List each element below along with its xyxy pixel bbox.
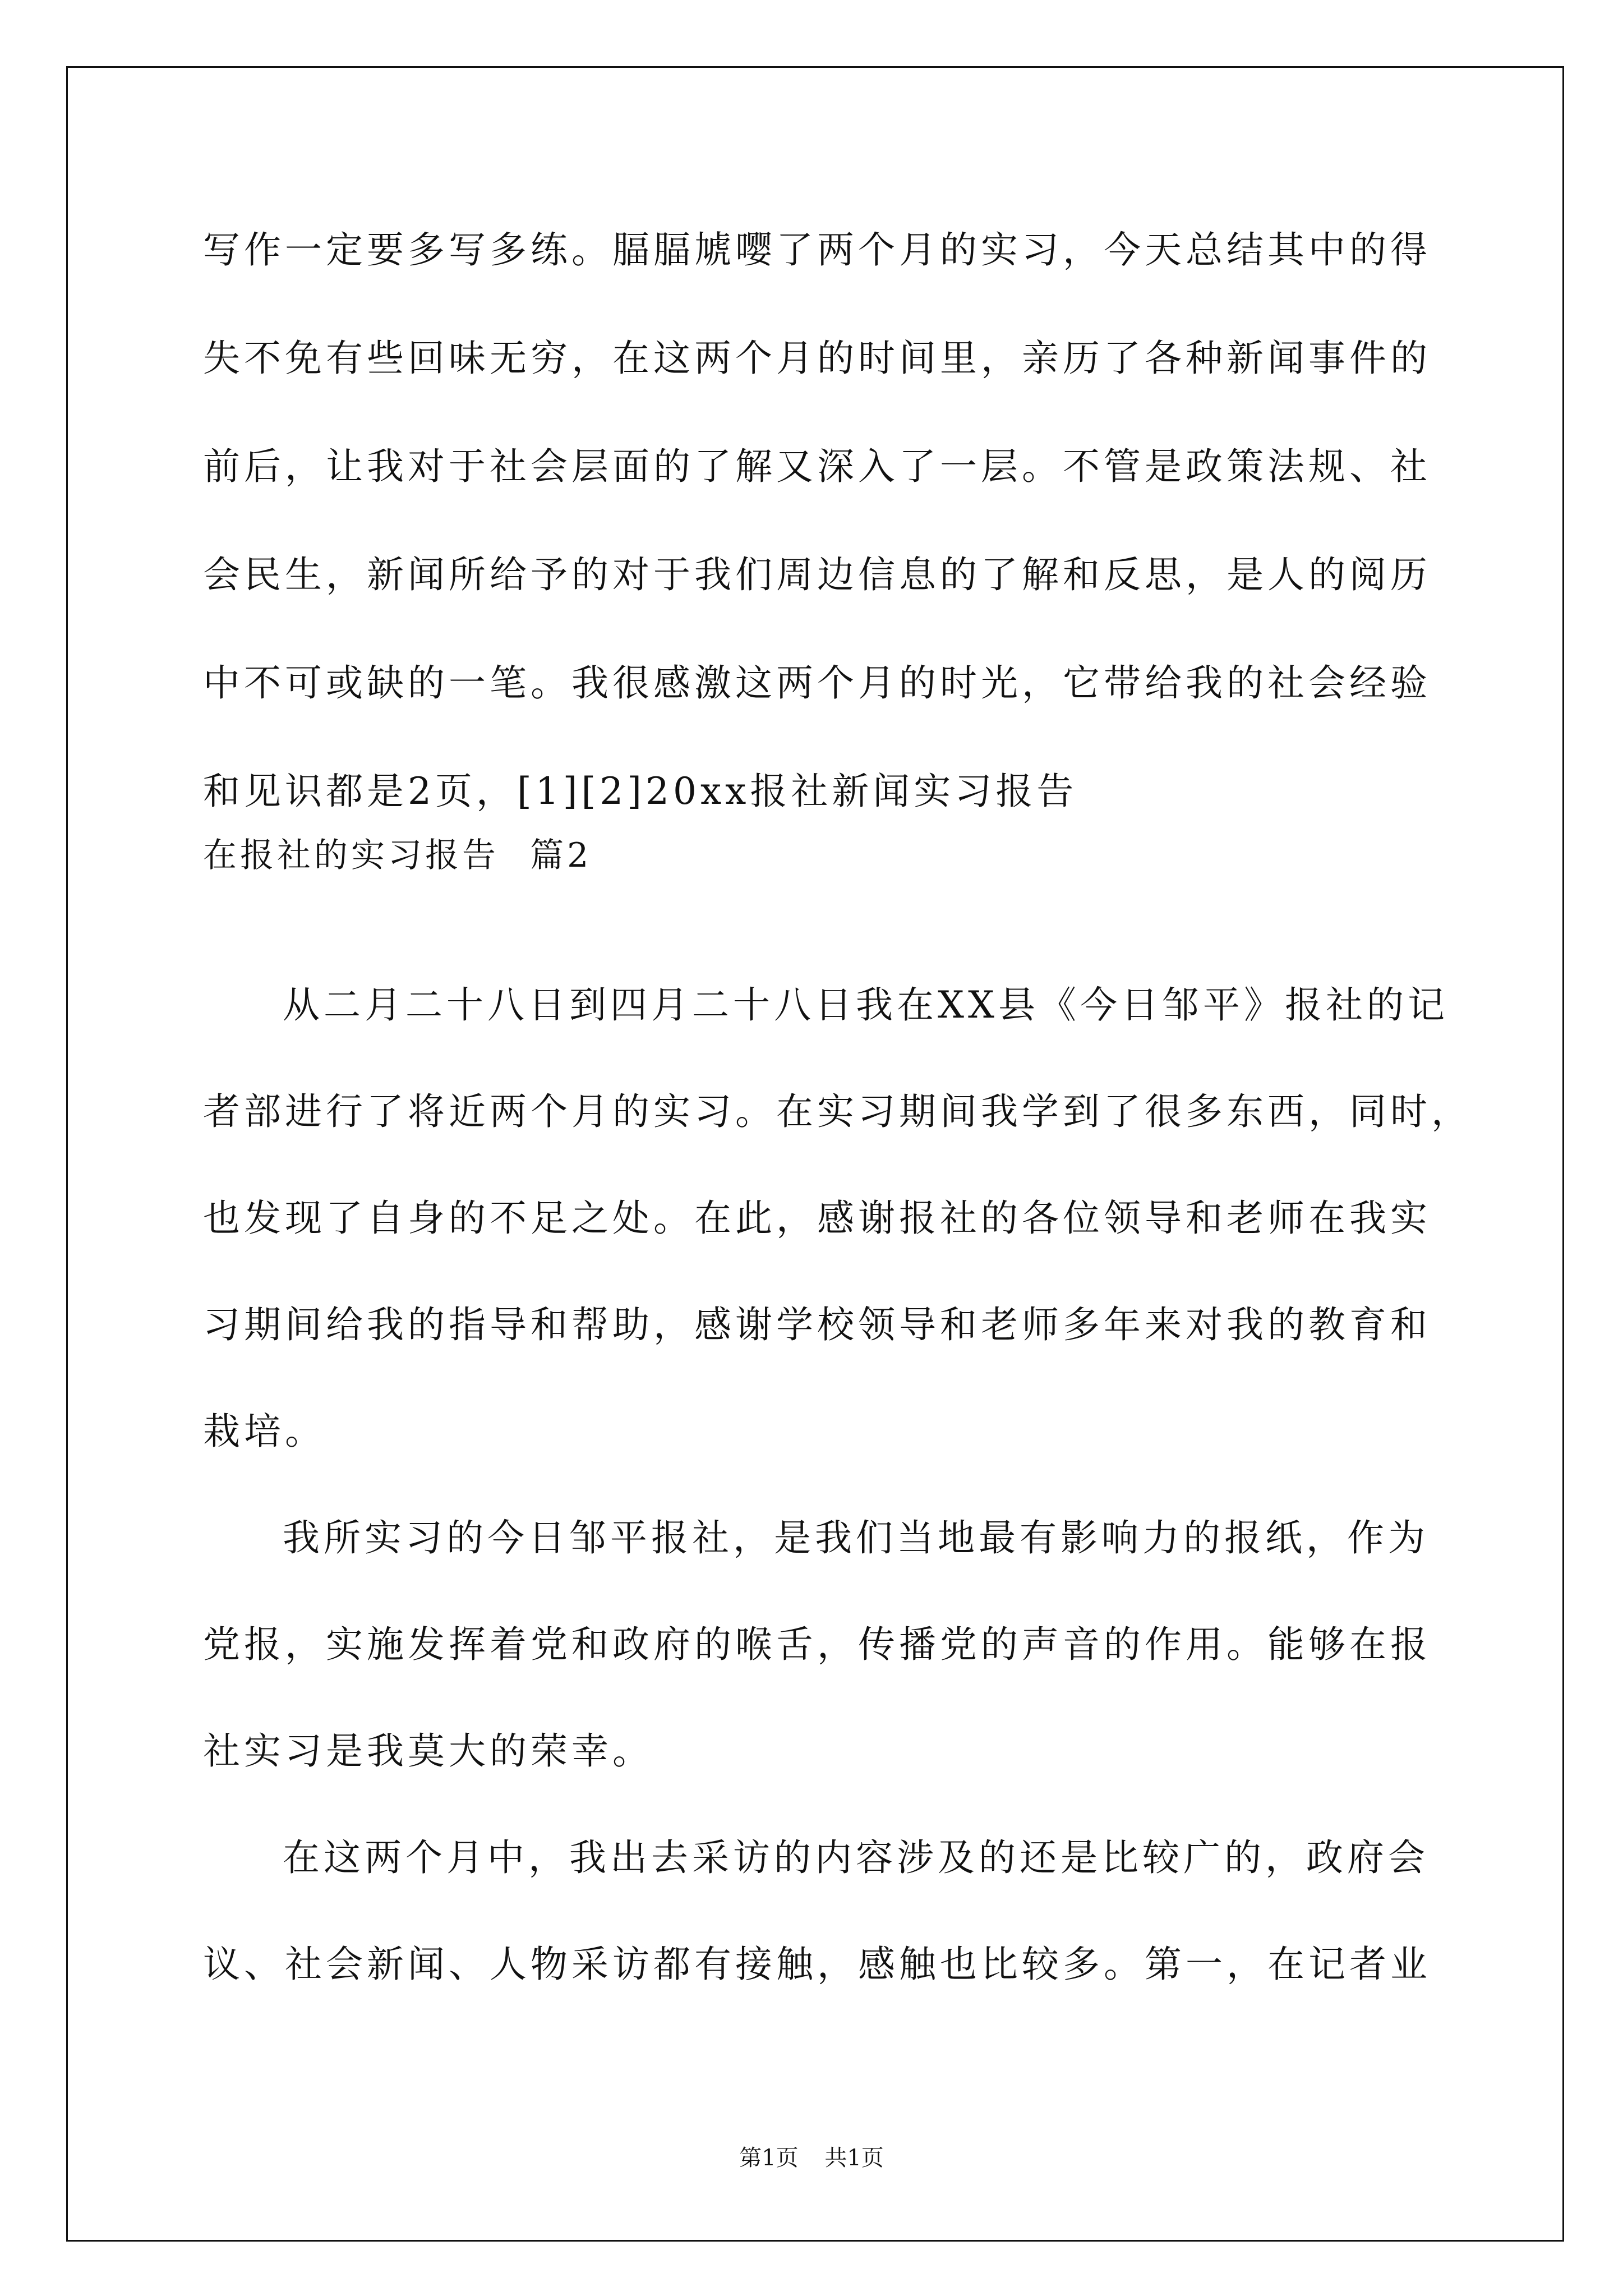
page-border [66,66,1564,2242]
body-text-line: 会民生，新闻所给予的对于我们周边信息的了解和反思，是人的阅历 [203,553,1431,596]
body-text-line: 者部进行了将近两个月的实习。在实习期间我学到了很多东西，同时， [203,1090,1472,1133]
body-text-line: 前后，让我对于社会层面的了解又深入了一层。不管是政策法规、社 [203,445,1431,488]
body-text-line: 议、社会新闻、人物采访都有接触，感触也比较多。第一，在记者业 [203,1943,1431,1986]
body-text-line: 从二月二十八日到四月二十八日我在XX县《今日邹平》报社的记 [283,983,1449,1027]
body-text-line: 在这两个月中，我出去采访的内容涉及的还是比较广的，政府会 [283,1836,1429,1879]
body-text-line: 我所实习的今日邹平报社，是我们当地最有影响力的报纸，作为 [283,1516,1429,1559]
body-text-line: 失不免有些回味无穷，在这两个月的时间里，亲历了各种新闻事件的 [203,337,1431,380]
page-footer: 第1页 共1页 [739,2145,884,2171]
body-text-line: 中不可或缺的一笔。我很感激这两个月的时光，它带给我的社会经验 [203,661,1431,705]
section-heading: 在报社的实习报告 篇2 [203,836,592,875]
body-text-line: 习期间给我的指导和帮助，感谢学校领导和老师多年来对我的教育和 [203,1303,1431,1346]
body-text-line: 社实习是我莫大的荣幸。 [203,1729,653,1773]
body-text-line: 党报，实施发挥着党和政府的喉舌，传播党的声音的作用。能够在报 [203,1623,1431,1666]
body-text-line: 也发现了自身的不足之处。在此，感谢报社的各位领导和老师在我实 [203,1197,1431,1240]
body-text-line: 写作一定要多写多练。腷腷虓嘤了两个月的实习，今天总结其中的得 [203,228,1431,272]
body-text-line: 栽培。 [203,1410,326,1453]
body-text-line: 和见识都是2页，[1][2]20xx报社新闻实习报告 [203,770,1078,813]
